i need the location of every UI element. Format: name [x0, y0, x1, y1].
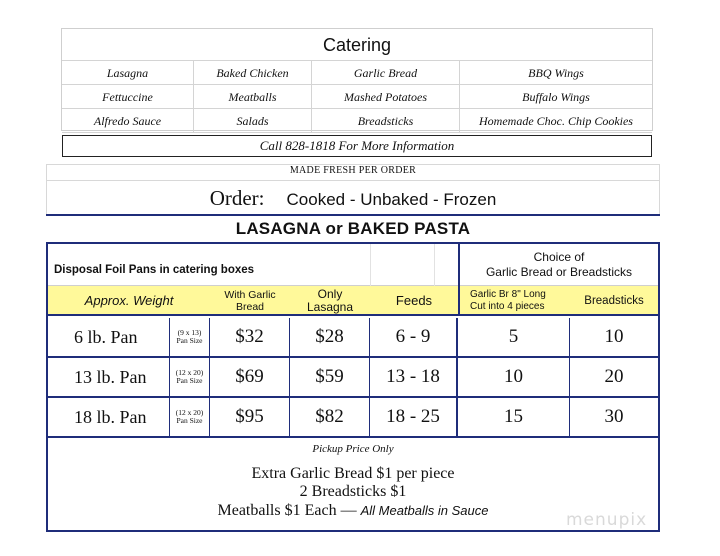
feeds-count: 13 - 18 [370, 358, 458, 396]
header-line: Only [317, 287, 343, 301]
header-weight: Approx. Weight [84, 293, 174, 308]
price-with-garlic: $95 [210, 398, 290, 436]
order-options: Cooked - Unbaked - Frozen [286, 190, 497, 209]
price-only-lasagna: $59 [290, 358, 370, 396]
header-feeds: Feeds [395, 293, 433, 308]
choice-line: Choice of [533, 250, 585, 264]
order-label: Order: [209, 186, 265, 210]
pan-size-label: Pan Size [176, 376, 203, 385]
garlic-bread-count: 15 [458, 398, 570, 436]
watermark-logo: menupix [566, 510, 648, 530]
extras-section [48, 440, 658, 520]
meatballs-price: Meatballs $1 Each — [217, 502, 357, 519]
garlic-bread-count: 5 [458, 318, 570, 356]
catering-item: Homemade Choc. Chip Cookies [460, 109, 652, 133]
pan-size [170, 398, 210, 436]
catering-item: Breadsticks [312, 109, 460, 133]
pan-size-label: Pan Size [176, 416, 203, 425]
breadsticks-count: 10 [604, 326, 624, 347]
call-info-banner: Call 828-1818 For More Information [62, 135, 652, 157]
header-line: Garlic Br 8" Long [470, 289, 546, 300]
header-only-lasagna [290, 286, 370, 316]
table-top-row [48, 244, 658, 286]
divider [434, 244, 435, 286]
catering-item: BBQ Wings [460, 61, 652, 85]
foil-pans-note: Disposal Foil Pans in catering boxes [54, 264, 255, 276]
choice-header [458, 244, 658, 286]
table-row [48, 398, 658, 438]
table-row [48, 318, 658, 358]
breadsticks-offer: 2 Breadsticks $1 [299, 483, 407, 500]
price-with-garlic: $69 [210, 358, 290, 396]
header-breadsticks: Breadsticks [584, 295, 644, 307]
pan-weight: 6 lb. Pan [48, 318, 170, 356]
column-headers [48, 286, 658, 316]
header-line: Lasagna [306, 300, 354, 314]
catering-item: Mashed Potatoes [312, 85, 460, 109]
divider [370, 244, 371, 286]
extra-garlic-bread: Extra Garlic Bread $1 per piece [251, 465, 455, 482]
catering-item: Salads [194, 109, 312, 133]
price-only-lasagna: $28 [290, 318, 370, 356]
feeds-count: 18 - 25 [370, 398, 458, 436]
catering-item: Alfredo Sauce [62, 109, 194, 133]
section-title: LASAGNA or BAKED PASTA [235, 219, 471, 238]
catering-item: Lasagna [62, 61, 194, 85]
catering-item: Baked Chicken [194, 61, 312, 85]
pan-size-value: (12 x 20) [175, 368, 204, 377]
breadsticks-count: 30 [604, 406, 624, 427]
catering-items-grid [62, 61, 652, 133]
pan-weight: 13 lb. Pan [48, 358, 170, 396]
pan-size-value: (9 x 13) [177, 328, 202, 337]
breadsticks-count: 20 [604, 366, 624, 387]
pan-size-value: (12 x 20) [175, 408, 204, 417]
price-table [46, 242, 660, 532]
catering-item: Garlic Bread [312, 61, 460, 85]
price-with-garlic: $32 [210, 318, 290, 356]
choice-line: Garlic Bread or Breadsticks [485, 265, 633, 279]
catering-item: Fettuccine [62, 85, 194, 109]
feeds-count: 6 - 9 [370, 318, 458, 356]
pan-weight: 18 lb. Pan [48, 398, 170, 436]
meatballs-note: All Meatballs in Sauce [360, 503, 489, 518]
catering-item: Meatballs [194, 85, 312, 109]
pan-size-label: Pan Size [176, 336, 203, 345]
order-options-line [46, 180, 660, 214]
pan-size [170, 318, 210, 356]
made-fresh-note: MADE FRESH PER ORDER [46, 164, 660, 180]
header-with-garlic [210, 286, 290, 316]
catering-panel [61, 28, 653, 131]
pickup-note: Pickup Price Only [312, 443, 394, 455]
header-line: Bread [235, 301, 265, 313]
pan-size [170, 358, 210, 396]
header-garlic-bread-count [458, 286, 570, 316]
catering-title: Catering [62, 29, 652, 61]
header-line: Cut into 4 pieces [470, 301, 545, 312]
table-row [48, 358, 658, 398]
price-only-lasagna: $82 [290, 398, 370, 436]
garlic-bread-count: 10 [458, 358, 570, 396]
catering-item: Buffalo Wings [460, 85, 652, 109]
header-line: With Garlic [224, 289, 276, 301]
